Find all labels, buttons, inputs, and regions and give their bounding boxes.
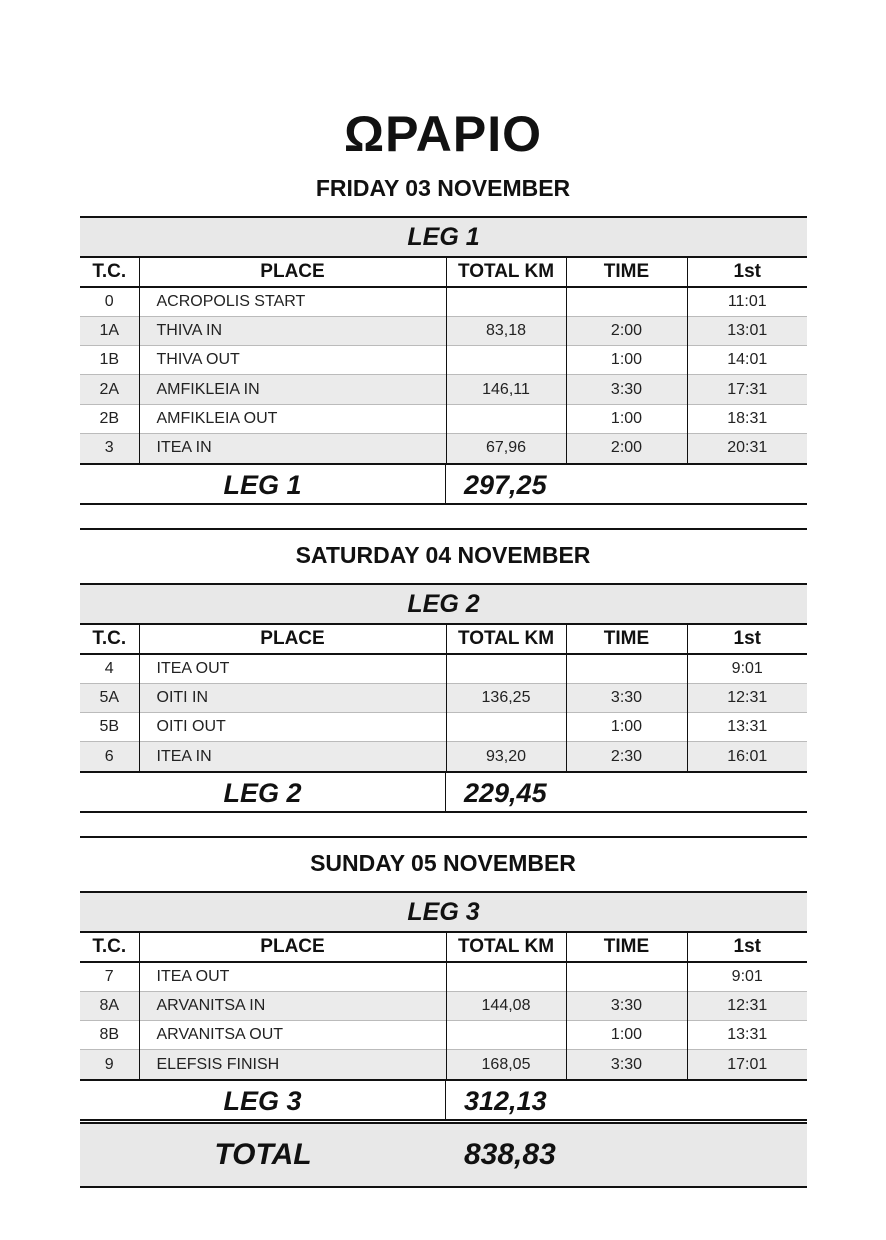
- total-km-header: TOTAL KM: [446, 625, 566, 654]
- grand-total-row: [80, 1122, 807, 1188]
- km-cell: 67,96: [446, 433, 566, 462]
- place-header: PLACE: [139, 933, 446, 962]
- first-cell: 16:01: [687, 742, 807, 771]
- place-cell: ITEA OUT: [139, 654, 446, 683]
- table-row: [80, 433, 807, 462]
- table-row: [80, 991, 807, 1020]
- km-cell: 168,05: [446, 1050, 566, 1079]
- table-header-row: [80, 258, 807, 287]
- tc-header: T.C.: [80, 625, 139, 654]
- first-cell: 20:31: [687, 433, 807, 462]
- place-cell: ARVANITSA IN: [139, 991, 446, 1020]
- time-cell: 3:30: [566, 683, 687, 712]
- leg-title: LEG 3: [80, 891, 807, 933]
- table-row: [80, 713, 807, 742]
- day-heading: SATURDAY 04 NOVEMBER: [295, 542, 591, 568]
- tc-cell: 5A: [80, 683, 139, 712]
- tc-cell: 9: [80, 1050, 139, 1079]
- first-cell: 9:01: [687, 654, 807, 683]
- place-header: PLACE: [139, 625, 446, 654]
- km-cell: [446, 1021, 566, 1050]
- total-km-header: TOTAL KM: [446, 258, 566, 287]
- km-cell: 83,18: [446, 316, 566, 345]
- leg-summary-row: [80, 1079, 807, 1121]
- table-row: [80, 316, 807, 345]
- table-row: [80, 742, 807, 771]
- leg-summary-label: LEG 3: [80, 1081, 446, 1119]
- first-cell: 13:31: [687, 713, 807, 742]
- time-header: TIME: [566, 933, 687, 962]
- place-header: PLACE: [139, 258, 446, 287]
- km-cell: [446, 962, 566, 991]
- tc-cell: 3: [80, 433, 139, 462]
- place-cell: AMFIKLEIA IN: [139, 375, 446, 404]
- place-cell: OITI OUT: [139, 713, 446, 742]
- table-row: [80, 1021, 807, 1050]
- time-cell: 3:30: [566, 1050, 687, 1079]
- time-cell: [566, 654, 687, 683]
- time-cell: 2:00: [566, 316, 687, 345]
- km-cell: [446, 654, 566, 683]
- table-header-row: [80, 625, 807, 654]
- first-cell: 18:31: [687, 404, 807, 433]
- km-cell: 144,08: [446, 991, 566, 1020]
- leg-summary-value: 229,45: [464, 778, 547, 809]
- first-cell: 12:31: [687, 683, 807, 712]
- first-header: 1st: [687, 933, 807, 962]
- place-cell: THIVA IN: [139, 316, 446, 345]
- tc-cell: 2B: [80, 404, 139, 433]
- section-divider: [80, 528, 807, 530]
- table-header-row: [80, 933, 807, 962]
- table-row: [80, 346, 807, 375]
- time-cell: 1:00: [566, 346, 687, 375]
- leg-summary-label: LEG 1: [80, 465, 446, 503]
- tc-cell: 4: [104, 659, 114, 677]
- tc-cell: 1A: [80, 316, 139, 345]
- place-cell: ITEA IN: [139, 742, 446, 771]
- leg-summary-label: LEG 2: [80, 773, 446, 811]
- page-title: ΩΡΑΡΙΟ: [344, 106, 542, 162]
- leg-title: LEG 2: [80, 583, 807, 625]
- tc-cell: 8B: [80, 1021, 139, 1050]
- time-header: TIME: [566, 258, 687, 287]
- leg-summary-value: 312,13: [464, 1086, 547, 1117]
- km-cell: [446, 287, 566, 316]
- tc-cell: 8A: [80, 991, 139, 1020]
- table-row: [80, 404, 807, 433]
- tc-cell: 6: [80, 742, 139, 771]
- time-header: TIME: [566, 625, 687, 654]
- total-km-header: TOTAL KM: [446, 933, 566, 962]
- km-cell: 93,20: [446, 742, 566, 771]
- table-row: [80, 654, 807, 683]
- leg-summary-row: [80, 463, 807, 505]
- place-cell: ARVANITSA OUT: [139, 1021, 446, 1050]
- place-cell: AMFIKLEIA OUT: [139, 404, 446, 433]
- tc-header: T.C.: [80, 933, 139, 962]
- day-heading: FRIDAY 03 NOVEMBER: [315, 175, 571, 201]
- first-cell: 13:01: [687, 316, 807, 345]
- schedule-table: [80, 933, 807, 1079]
- time-cell: 3:30: [566, 991, 687, 1020]
- leg-table: [80, 583, 807, 813]
- km-cell: [446, 346, 566, 375]
- km-cell: 146,11: [446, 375, 566, 404]
- leg-title: LEG 1: [80, 216, 807, 258]
- day-heading: SUNDAY 05 NOVEMBER: [310, 850, 576, 876]
- km-cell: [446, 713, 566, 742]
- schedule-table: [80, 625, 807, 771]
- first-cell: 12:31: [687, 991, 807, 1020]
- first-cell: 9:01: [687, 962, 807, 991]
- first-cell: 17:01: [687, 1050, 807, 1079]
- first-cell: 11:01: [687, 287, 807, 316]
- leg-table: [80, 891, 807, 1121]
- grand-total-label: TOTAL: [214, 1138, 312, 1171]
- time-cell: 1:00: [566, 404, 687, 433]
- place-cell: OITI IN: [139, 683, 446, 712]
- tc-header: T.C.: [80, 258, 139, 287]
- time-cell: [566, 962, 687, 991]
- table-row: [80, 375, 807, 404]
- place-cell: ELEFSIS FINISH: [139, 1050, 446, 1079]
- first-header: 1st: [687, 625, 807, 654]
- first-cell: 13:31: [687, 1021, 807, 1050]
- time-cell: 1:00: [566, 1021, 687, 1050]
- table-row: [80, 683, 807, 712]
- schedule-table: [80, 258, 807, 463]
- tc-cell: 0: [104, 292, 114, 310]
- place-cell: ITEA OUT: [139, 962, 446, 991]
- time-cell: 3:30: [566, 375, 687, 404]
- place-cell: ACROPOLIS START: [139, 287, 446, 316]
- km-cell: [446, 404, 566, 433]
- km-cell: 136,25: [446, 683, 566, 712]
- tc-cell: 1B: [80, 346, 139, 375]
- place-cell: THIVA OUT: [139, 346, 446, 375]
- tc-cell: 7: [104, 967, 114, 985]
- time-cell: 1:00: [566, 713, 687, 742]
- time-cell: 2:30: [566, 742, 687, 771]
- first-cell: 17:31: [687, 375, 807, 404]
- time-cell: [566, 287, 687, 316]
- table-row: [80, 287, 807, 316]
- tc-cell: 2A: [80, 375, 139, 404]
- table-row: [80, 1050, 807, 1079]
- section-divider: [80, 836, 807, 838]
- first-cell: 14:01: [687, 346, 807, 375]
- place-cell: ITEA IN: [139, 433, 446, 462]
- first-header: 1st: [687, 258, 807, 287]
- leg-summary-value: 297,25: [464, 469, 547, 500]
- grand-total-value: 838,83: [464, 1138, 556, 1171]
- table-row: [80, 962, 807, 991]
- leg-summary-row: [80, 771, 807, 813]
- time-cell: 2:00: [566, 433, 687, 462]
- tc-cell: 5B: [80, 713, 139, 742]
- leg-table: [80, 216, 807, 505]
